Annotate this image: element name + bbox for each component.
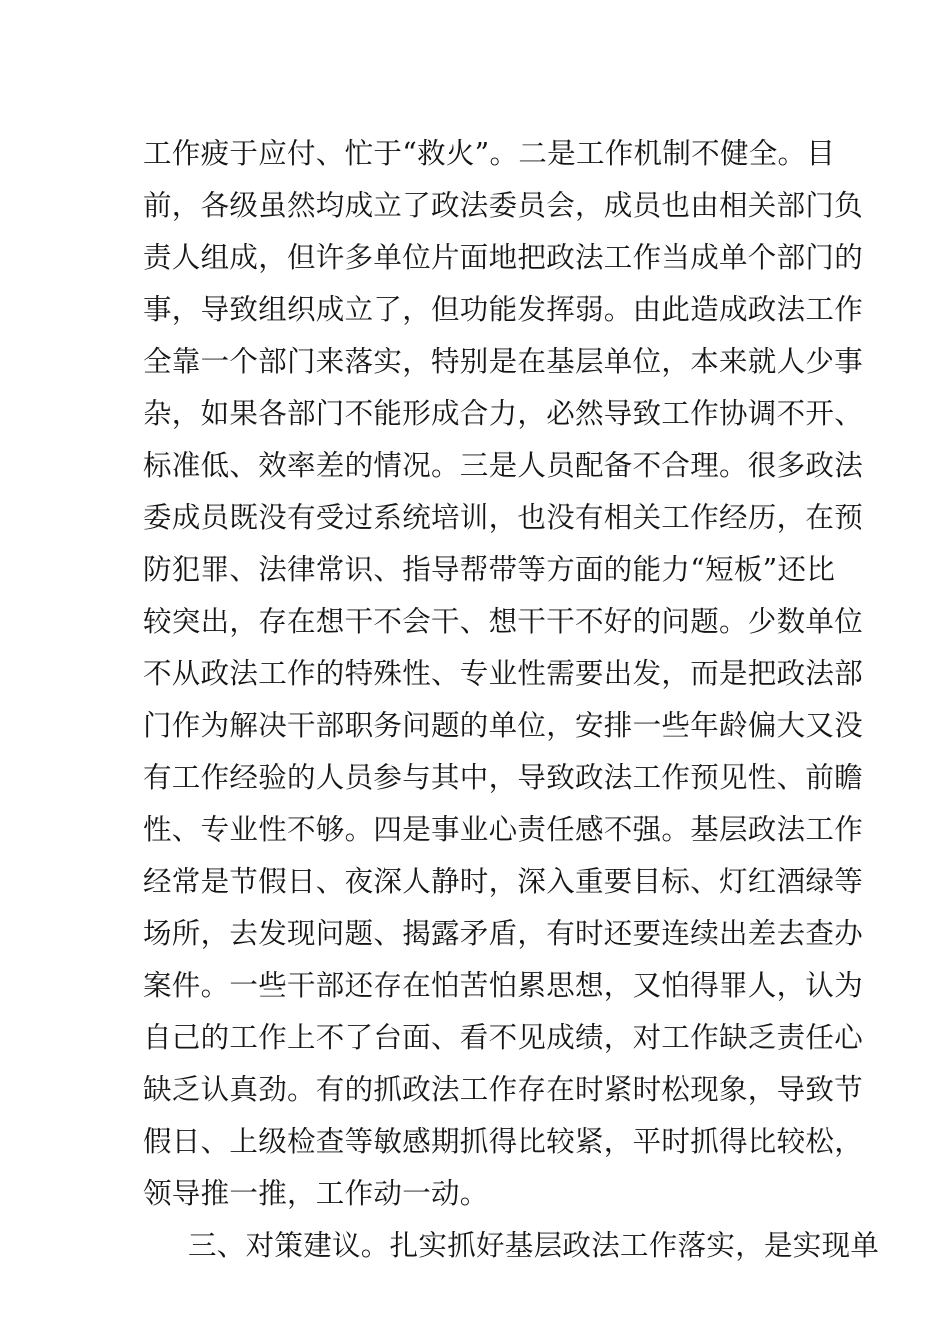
text-line: 前，各级虽然均成立了政法委员会，成员也由相关部门负 [143, 189, 864, 222]
text-line: 缺乏认真劲。有的抓政法工作存在时紧时松现象，导致节 [143, 1073, 864, 1106]
section-heading-line: 三、对策建议。扎实抓好基层政法工作落实，是实现单 [188, 1229, 880, 1262]
text-line: 责人组成，但许多单位片面地把政法工作当成单个部门的 [143, 241, 864, 274]
text-line: 标准低、效率差的情况。三是人员配备不合理。很多政法 [143, 449, 864, 482]
text-line: 自己的工作上不了台面、看不见成绩，对工作缺乏责任心 [143, 1021, 864, 1054]
text-line: 门作为解决干部职务问题的单位，安排一些年龄偏大又没 [143, 709, 864, 742]
text-line: 工作疲于应付、忙于“救火”。二是工作机制不健全。目 [143, 137, 836, 170]
text-line: 经常是节假日、夜深人静时，深入重要目标、灯红酒绿等 [143, 865, 864, 898]
text-line: 防犯罪、法律常识、指导帮带等方面的能力“短板”还比 [143, 553, 836, 586]
text-line: 领导推一推，工作动一动。 [143, 1177, 489, 1210]
text-line: 有工作经验的人员参与其中，导致政法工作预见性、前瞻 [143, 761, 864, 794]
text-line: 较突出，存在想干不会干、想干干不好的问题。少数单位 [143, 605, 864, 638]
text-line: 事，导致组织成立了，但功能发挥弱。由此造成政法工作 [143, 293, 864, 326]
text-line: 杂，如果各部门不能形成合力，必然导致工作协调不开、 [143, 397, 864, 430]
text-line: 案件。一些干部还存在怕苦怕累思想，又怕得罪人，认为 [143, 969, 864, 1002]
text-line: 场所，去发现问题、揭露矛盾，有时还要连续出差去查办 [143, 917, 864, 950]
text-line: 委成员既没有受过系统培训，也没有相关工作经历，在预 [143, 501, 864, 534]
text-line: 性、专业性不够。四是事业心责任感不强。基层政法工作 [143, 813, 864, 846]
text-line: 全靠一个部门来落实，特别是在基层单位，本来就人少事 [143, 345, 864, 378]
text-line: 假日、上级检查等敏感期抓得比较紧，平时抓得比较松， [143, 1125, 864, 1158]
text-line: 不从政法工作的特殊性、专业性需要出发，而是把政法部 [143, 657, 864, 690]
